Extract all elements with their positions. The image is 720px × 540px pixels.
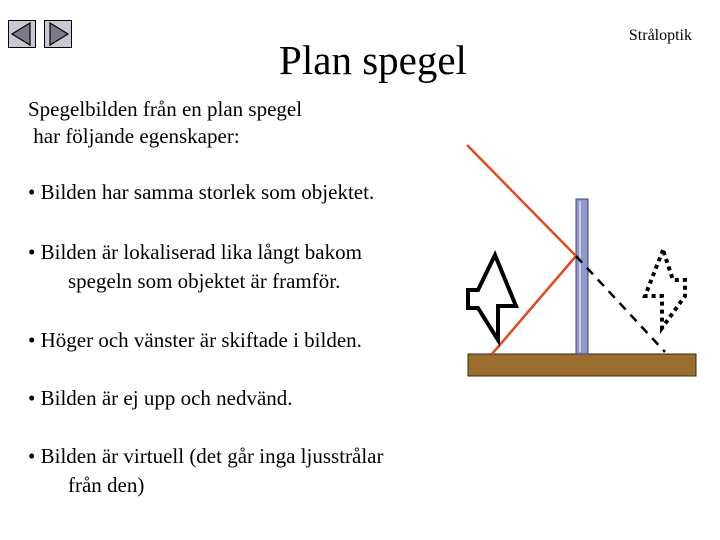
list-item: • Bilden är ej upp och nedvänd. xyxy=(28,386,293,410)
object-arrow xyxy=(468,255,516,340)
page-title: Plan spegel xyxy=(279,37,467,83)
intro-line: Spegelbilden från en plan spegel xyxy=(28,97,303,121)
intro-line: har följande egenskaper: xyxy=(28,124,240,148)
ground-surface xyxy=(468,354,696,376)
list-item: • Bilden är virtuell (det går inga ljusstrålar från den) xyxy=(28,444,384,497)
list-item: • Höger och vänster är skiftade i bilden. xyxy=(28,328,362,352)
reflected-ray xyxy=(467,145,576,256)
image-arrow xyxy=(645,250,685,328)
section-label: Stråloptik xyxy=(628,27,692,44)
list-item: • Bilden har samma storlek som objektet. xyxy=(28,180,375,204)
virtual-ray xyxy=(576,256,665,352)
list-item: • Bilden är lokaliserad lika långt bakom spegeln som objektet är framför. xyxy=(28,240,362,293)
mirror xyxy=(576,199,588,354)
